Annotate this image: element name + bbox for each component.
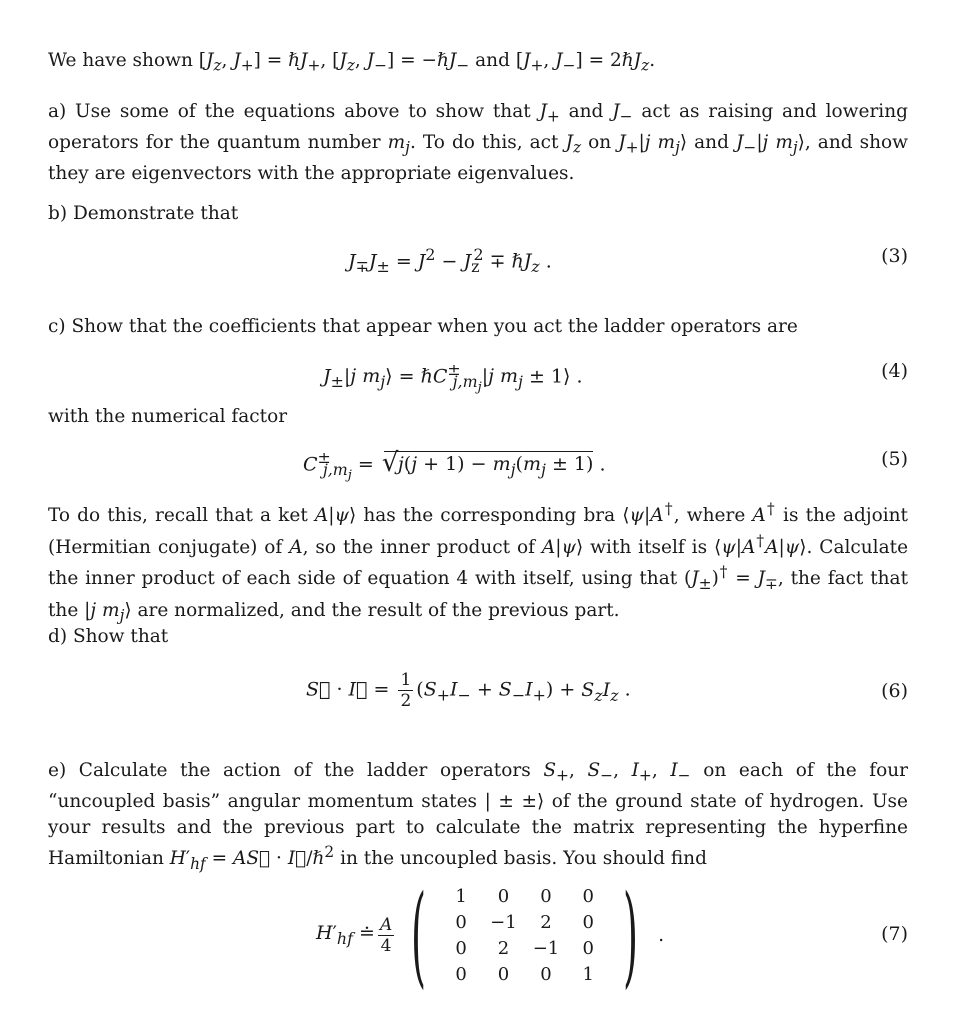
part-d-paragraph: d) Show that	[48, 626, 169, 647]
matrix-cell: −1	[490, 911, 517, 933]
equation-7-number: (7)	[881, 923, 908, 945]
matrix-table	[440, 883, 609, 987]
equation-6-number: (6)	[881, 680, 908, 702]
equation-4-number: (4)	[881, 360, 908, 382]
left-paren: (	[411, 871, 427, 999]
equation-3-number: (3)	[881, 245, 908, 267]
matrix-row	[440, 961, 609, 987]
equation-7-body: $H'_{hf}$ ≐ $\frac{A}{4}$ ( 1 0 0 0 0 −1 2 0 0 2 −1 0 0 0 0 1 ) .	[316, 871, 665, 999]
part-a-paragraph: a) Use some of the equations above to show that $J_+$ and $J_-$ act as raising and lowering operators for the quantum number $m_j$. To do this, act $J_z$ on $J_+|j$ $m_j⟩$ and $J_-|j$ $m_j⟩$, and show they are eigenvectors with the appropriate eigenvalues.	[48, 101, 908, 185]
hyperfine-matrix	[397, 871, 652, 999]
numerical-factor-label: with the numerical factor	[48, 406, 288, 427]
equation-4	[48, 360, 908, 400]
equation-6	[48, 668, 908, 718]
equation-3-body: $J_\mp J_\pm = J^2 - J_z^2$ ∓ ℏJ$_z$ .	[348, 245, 552, 277]
matrix-cell: 0	[582, 885, 594, 907]
equation-5-body: $C^\pm_{j,m_j}$ = √ $j(j + 1) - m_j(m_j \pm 1)$ .	[303, 448, 606, 484]
matrix-cell: 0	[497, 885, 510, 907]
right-paren: )	[623, 871, 639, 999]
matrix-cell: 0	[540, 963, 552, 985]
equation-3	[48, 245, 908, 285]
part-b-paragraph: b) Demonstrate that	[48, 203, 239, 224]
matrix-cell: 2	[540, 911, 552, 933]
equation-5	[48, 448, 908, 488]
matrix-cell: 2	[497, 937, 510, 959]
part-e-paragraph: e) Calculate the action of the ladder operators $S_+$, $S_-$, $I_+$, $I_-$ on each of the four “uncoupled basis” angular momentum states | ± ±⟩ of the ground state of hydrogen. Use your results and the previous part to calculate the matrix representing the hyperfine Hamiltonian $H'_{hf}$ = AS⃗ · I⃗/ℏ$^2$ in the uncoupled basis. You should find	[48, 760, 909, 874]
equation-7-lhs: $H'_{hf}$ ≐	[316, 922, 375, 948]
matrix-cell: 0	[582, 937, 594, 959]
matrix-cell: 0	[540, 885, 552, 907]
matrix-cell: 0	[455, 911, 467, 933]
matrix-row	[440, 935, 609, 961]
part-c-paragraph: c) Show that the coefficients that appear when you act the ladder operators are	[48, 316, 798, 337]
matrix-cell: 1	[582, 963, 594, 985]
equation-4-body: $J_\pm|j$ $m_j⟩$ = ℏC±$_{j,m_j}$|j $m_j$ ± 1⟩ .	[323, 360, 583, 396]
matrix-cell: −1	[532, 937, 560, 959]
matrix-row	[440, 883, 609, 909]
intro-paragraph: We have shown [$J_z$, $J_+$] = ℏJ$_+$, [$J_z$, $J_-$] = −ℏJ$_-$ and [$J_+$, $J_-$] = 2ℏJ$_z$.	[48, 50, 656, 75]
part-c-continued-paragraph: To do this, recall that a ket A|ψ⟩ has the corresponding bra ⟨ψ|A†, where A† is the adjoint (Hermitian conjugate) of A, so the inner product of A|ψ⟩ with itself is ⟨ψ|A†A|ψ⟩. Calculate the inner product of each side of equation 4 with itself, using that $(J_\pm)^\dagger = J_\mp$, the fact that the |j $m_j⟩$ are normalized, and the result of the previous part.	[48, 500, 909, 625]
matrix-cell: 0	[582, 911, 594, 933]
matrix-cell: 0	[455, 963, 467, 985]
matrix-cell: 0	[455, 937, 467, 959]
matrix-row	[440, 909, 609, 935]
matrix-cell: 0	[497, 963, 510, 985]
matrix-cell: 1	[455, 885, 467, 907]
equation-7	[48, 871, 908, 999]
equation-5-number: (5)	[881, 448, 908, 470]
equation-7-fraction: $\frac{A}{4}$	[379, 914, 393, 956]
equation-6-body: S⃗ · I⃗ = $\frac{1}{2}$ $(S_+I_- + S_-I_+) + S_zI_z$ .	[306, 670, 631, 711]
